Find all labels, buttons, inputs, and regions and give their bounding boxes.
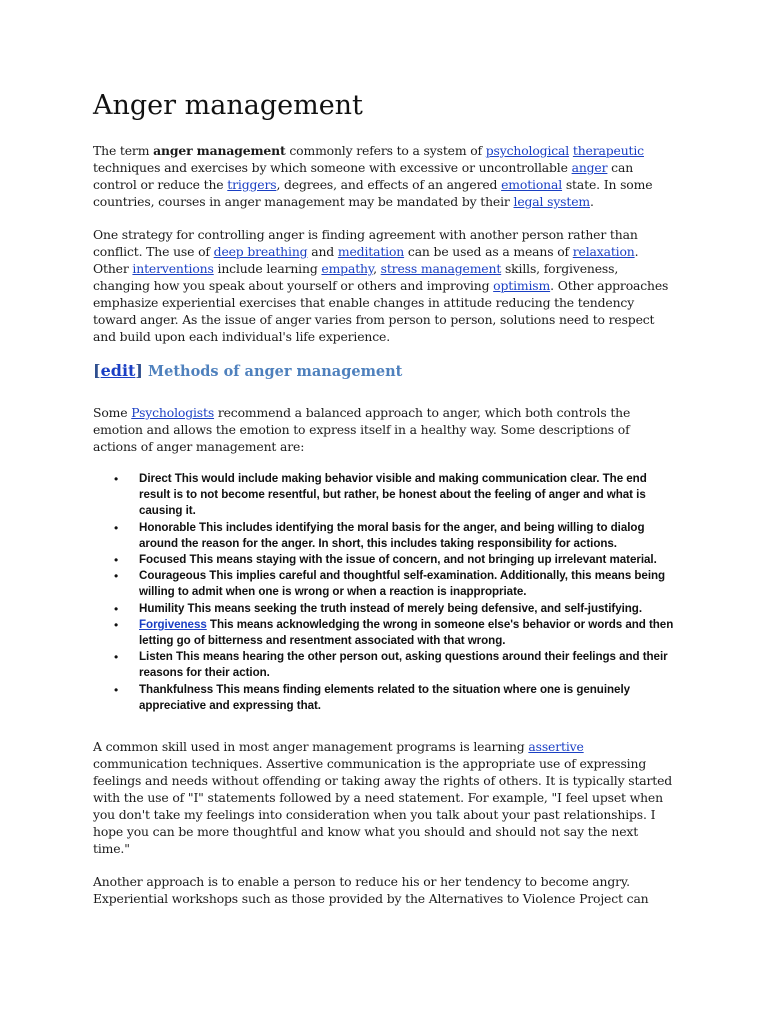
strategy-text-5: include learning	[213, 261, 322, 276]
section-heading	[93, 361, 677, 382]
link-forgiveness[interactable]: Forgiveness	[139, 617, 207, 631]
assertive-text-1: A common skill used in most anger management programs is learning	[93, 739, 529, 755]
edit-bracket-open: [	[93, 361, 101, 380]
assertive-paragraph	[93, 738, 677, 857]
link-empathy[interactable]: empathy	[321, 261, 374, 276]
link-psychological[interactable]: psychological	[485, 143, 570, 158]
strategy-text-8: . Other approaches emphasize experiential exercises that enable changes in attitude reducing the tendency toward anger. As the issue of anger varies from person to person, solutions need to respect and build upon each individual's life experience.	[93, 278, 669, 344]
intro-text-2: commonly refers to a system of	[285, 143, 486, 158]
methods-list	[93, 471, 677, 714]
intro-paragraph	[93, 142, 677, 210]
forgiveness-text: This means acknowledging the wrong in someone else's behavior or words and then letting go of bitterness and resentment associated with that wrong.	[139, 617, 674, 648]
section-heading-text: Methods of anger management	[143, 363, 403, 380]
link-assertive[interactable]: assertive	[528, 739, 584, 755]
document-page	[93, 88, 677, 923]
assertive-text-2: communication techniques. Assertive communication is the appropriate use of expressing feelings and needs without offending or taking away the rights of others. It is typically started with the use of "I" statements followed by a need statement. For example, "I feel upset when you don't take my feelings into consideration when you talk about your past relationships. I hope you can be more thoughtful and know what you should and should not say the next time."	[93, 756, 673, 857]
list-item-focused: • Focused This means staying with the issue of concern, and not bringing up irrelevant material.	[93, 552, 677, 568]
link-interventions[interactable]: interventions	[132, 261, 214, 276]
methods-intro-paragraph	[93, 404, 677, 455]
link-emotional[interactable]: emotional	[501, 177, 563, 192]
page-title: Anger management	[93, 90, 363, 121]
edit-bracket-close: ]	[135, 361, 143, 380]
strategy-text-6: ,	[373, 261, 381, 276]
link-relaxation[interactable]: relaxation	[572, 244, 635, 259]
strategy-text-3: can be used as a means of	[404, 244, 573, 259]
intro-text-1: The term	[93, 143, 154, 158]
strategy-paragraph	[93, 226, 677, 345]
edit-link[interactable]: edit	[100, 361, 136, 380]
intro-bold-term: anger management	[153, 143, 286, 158]
link-stress-management[interactable]: stress management	[380, 261, 502, 276]
list-item-direct: • Direct This would include making behavior visible and making communication clear. The end result is to not become resentful, but rather, be honest about the feeling of anger and what is causing it.	[93, 471, 677, 520]
list-item-honorable: • Honorable This includes identifying the moral basis for the anger, and being willing to dialog around the reason for the anger. In short, this includes taking responsibility for actions.	[93, 520, 677, 552]
list-item-courageous: • Courageous This implies careful and thoughtful self-examination. Additionally, this means being willing to admit when one is wrong or when a reaction is inappropriate.	[93, 568, 677, 600]
link-meditation[interactable]: meditation	[337, 244, 405, 259]
link-therapeutic[interactable]: therapeutic	[572, 143, 644, 158]
methods-intro-text-1: Some	[93, 405, 132, 420]
strategy-text-7: skills, forgiveness, changing how you speak about yourself or others and improving	[93, 261, 619, 293]
strategy-text-1: One strategy for controlling anger is finding agreement with another person rather than conflict. The use of	[93, 227, 638, 259]
link-triggers[interactable]: triggers	[227, 177, 277, 192]
link-legal-system[interactable]: legal system	[513, 194, 590, 209]
list-item-thankfulness: • Thankfulness This means finding elements related to the situation where one is genuinely appreciative and expressing that.	[93, 682, 677, 714]
link-optimism[interactable]: optimism	[493, 278, 551, 293]
link-deep-breathing[interactable]: deep breathing	[213, 244, 308, 259]
intro-text-7: state. In some countries, courses in anger management may be mandated by their	[93, 177, 653, 209]
intro-text-8: .	[590, 194, 594, 209]
intro-text-4: techniques and exercises by which someone with excessive or uncontrollable	[93, 160, 572, 175]
intro-text-5: can control or reduce the	[93, 160, 634, 192]
intro-text-6: , degrees, and effects of an angered	[276, 177, 502, 192]
list-item-humility: • Humility This means seeking the truth instead of merely being defensive, and self-justifying.	[93, 601, 677, 617]
last-paragraph: Another approach is to enable a person to reduce his or her tendency to become angry. Experiential workshops such as those provided by the Alternatives to Violence Project can	[93, 874, 649, 907]
list-item-listen: • Listen This means hearing the other person out, asking questions around their feelings and their reasons for their action.	[93, 649, 677, 681]
methods-intro-text-2: recommend a balanced approach to anger, which both controls the emotion and allows the emotion to express itself in a healthy way. Some descriptions of actions of anger management are:	[93, 405, 631, 454]
link-anger[interactable]: anger	[571, 160, 608, 175]
strategy-text-4: . Other	[93, 244, 639, 276]
list-item-forgiveness	[93, 617, 677, 649]
link-psychologists[interactable]: Psychologists	[131, 405, 215, 420]
strategy-text-2: and	[307, 244, 338, 259]
